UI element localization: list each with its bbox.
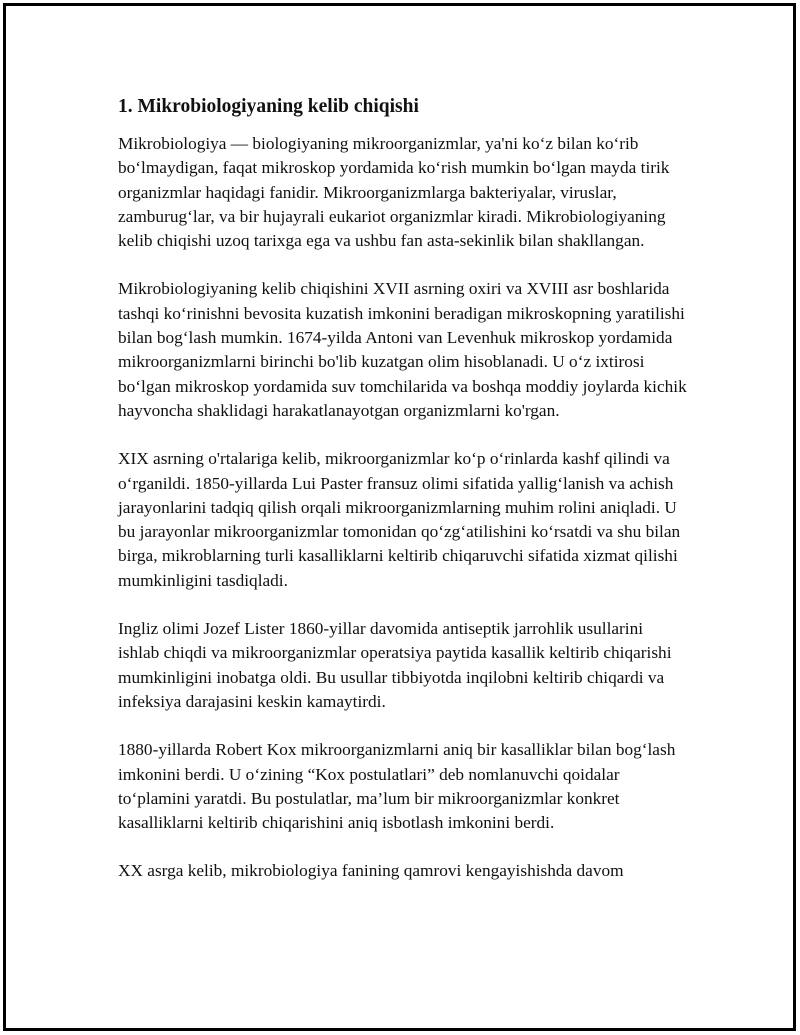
paragraph-twentieth-century: XX asrga kelib, mikrobiologiya fanining qamrovi kengayishishda davom: [118, 861, 624, 881]
paragraph-koch: 1880-yillarda Robert Kox mikroorganizmlarni aniq bir kasalliklar bilan bog‘lash imkonini berdi. U o‘zining “Kox postulatlari” deb nomlanuvchi qoidalar to‘plamini yaratdi. Bu postulatlar, ma’lum bir mikroorganizmlar konkret kasalliklarni keltirib chiqarishini aniq isbotlash imkonini berdi.: [118, 740, 676, 833]
paragraph-lister: Ingliz olimi Jozef Lister 1860-yillar davomida antiseptik jarrohlik usullarini ishlab chiqdi va mikroorganizmlar operatsiya paytida kasallik keltirib chiqarishi mumkinligini inobatga oldi. Bu usullar tibbiyotda inqilobni keltirib chiqardi va infeksiya darajasini keskin kamaytirdi.: [118, 619, 672, 711]
section-heading: 1. Mikrobiologiyaning kelib chiqishi: [118, 96, 419, 117]
paragraph-intro: Mikrobiologiya — biologiyaning mikroorganizmlar, ya'ni ko‘z bilan ko‘rib bo‘lmaydigan, faqat mikroskop yordamida ko‘rish mumkin bo‘lgan mayda tirik organizmlar haqidagi fanidir. Mikroorganizmlarga bakteriyalar, viruslar, zamburug‘lar, va bir hujayrali eukariot organizmlar kiradi. Mikrobiologiyaning kelib chiqishi uzoq tarixga ega va ushbu fan asta-sekinlik bilan shakllangan.: [118, 134, 670, 251]
paragraph-pasteur: XIX asrning o'rtalariga kelib, mikroorganizmlar ko‘p o‘rinlarda kashf qilindi va o‘rganildi. 1850-yillarda Lui Paster fransuz olimi sifatida yallig‘lanish va achish jarayonlarini tadqiq qilish orqali mikroorganizmlarning muhim rolini aniqladi. U bu jarayonlar mikroorganizmlar tomonidan qo‘zg‘atilishini ko‘rsatdi va shu bilan birga, mikroblarning turli kasalliklarni keltirib chiqaruvchi sifatida xizmat qilishi mumkinligini tasdiqladi.: [118, 449, 681, 590]
document-body: [118, 95, 688, 908]
paragraph-microscope-history: Mikrobiologiyaning kelib chiqishini XVII asrning oxiri va XVIII asr boshlarida tashqi ko‘rinishni bevosita kuzatish imkonini beradigan mikroskopning yaratilishi bilan bog‘lash mumkin. 1674-yilda Antoni van Levenhuk mikroskop yordamida mikroorganizmlarni birinchi bo'lib kuzatgan olim hisoblanadi. U o‘z ixtirosi bo‘lgan mikroskop yordamida suv tomchilarida va boshqa moddiy joylarda kichik hayvoncha shaklidagi harakatlanayotgan organizmlarni ko'rgan.: [118, 279, 687, 420]
